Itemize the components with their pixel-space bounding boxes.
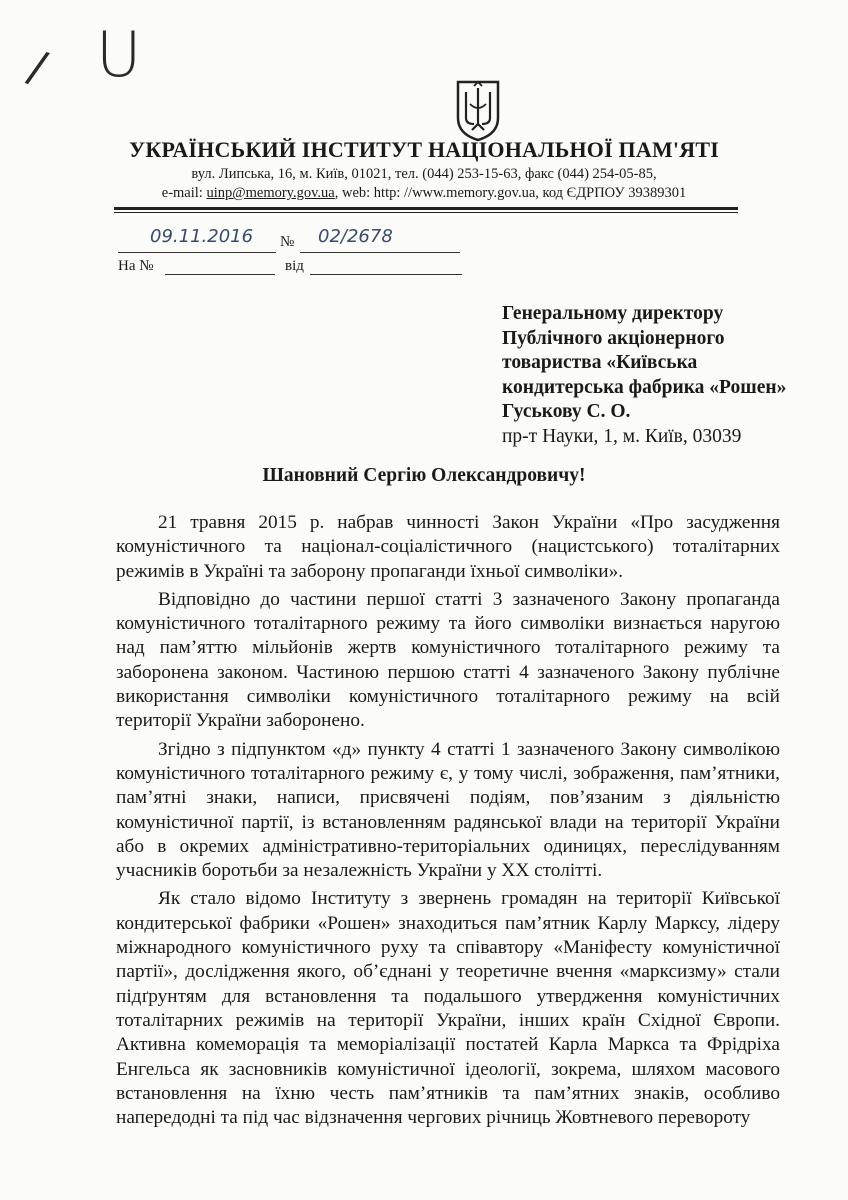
organization-contacts [0,185,848,202]
addressee-line: Генеральному директору [502,303,724,324]
handwritten-u-mark: U [96,18,142,91]
web-and-code: , web: http: //www.memory.gov.ua, код ЄДРПОУ 39389301 [334,185,687,201]
addressee-line: кондитерська фабрика «Рошен» [502,376,787,398]
letter-body [116,511,780,1134]
addressee-line: товариства «Київська [502,352,698,373]
organization-name: УКРАЇНСЬКИЙ ІНСТИТУТ НАЦІОНАЛЬНОЇ ПАМ'ЯТІ [129,137,719,162]
addressee-line: Публічного акціонерного [502,327,725,349]
number-label: № [280,234,295,250]
body-paragraph: Згідно з підпунктом «д» пункту 4 статті 1 зазначеного Закону символікою комуністичного тоталітарного режиму є, у тому числі, зображення, пам’ятники, пам’ятні знаки, написи, присвячені подіям, пов’язаним з діяльністю комуністичної партії, із встановленням радянської влади на території України або в окремих адміністративно-територіальних одиницях, переслідуванням учасників боротьби за незалежність України у ХХ столітті. [116,738,780,882]
email-label: e-mail: [161,185,203,201]
organization-address: вул. Липська, 16, м. Київ, 01021, тел. (044) 253-15-63, факс (044) 254-05-85, [191,166,657,182]
number-blank-line [300,252,460,253]
handwritten-date: 09.11.2016 [150,226,254,247]
addressee-address: пр-т Науки, 1, м. Київ, 03039 [502,425,742,447]
date-blank-line [118,252,276,253]
email-link[interactable]: uinp@memory.gov.ua [206,185,335,201]
reference-from-label: від [285,258,304,274]
reference-number-label: На № [118,258,154,274]
body-paragraph: Як стало відомо Інституту з звернень громадян на території Київської кондитерської фабрики «Рошен» знаходиться пам’ятник Карлу Марксу, лідеру міжнародного комуністичного руху та співавтору «Маніфесту комуністичної партії», дослідження якого, об’єднані у теоретичне вчення «марксизму» стали підґрунтям для встановлення та подальшого утвердження комуністичних тоталітарних режимів на території України, інших країн Східної Європи. Активна комеморація та меморіалізації постатей Карла Маркса та Фрідріха Енгельса як засновників комуністичної ідеології, зокрема, шляхом масового встановлення на їхню честь пам’ятників та пам’ятних знаків, особливо напередодні та під час відзначення чергових річниць Жовтневого перевороту [116,888,780,1129]
handwritten-number: 02/2678 [318,226,393,247]
reference-number-blank [165,274,275,275]
body-paragraph: Відповідно до частини першої статті 3 зазначеного Закону пропаганда комуністичного тоталітарного режиму та його символіки визнається наругою над пам’яттю мільйонів жертв комуністичного тоталітарного режиму та заборонена законом. Частиною першою статті 4 зазначеного Закону публічне використання символіки комуністичного тоталітарного режиму на всій території України заборонено. [116,588,780,732]
salutation: Шановний Сергію Олександровичу! [262,465,586,486]
header-divider-thin [114,212,738,213]
handwritten-slash-mark: / [22,40,53,95]
trident-emblem-icon [454,78,502,142]
addressee-name: Гуськову С. О. [502,401,631,422]
header-divider-thick [114,207,738,210]
addressee-block [502,302,802,449]
body-paragraph: 21 травня 2015 р. набрав чинності Закон України «Про засудження комуністичного та націонал-соціалістичного (нацистського) тоталітарних режимів в Україні та заборону пропаганди їхньої символіки». [116,512,780,582]
reference-date-blank [310,274,462,275]
